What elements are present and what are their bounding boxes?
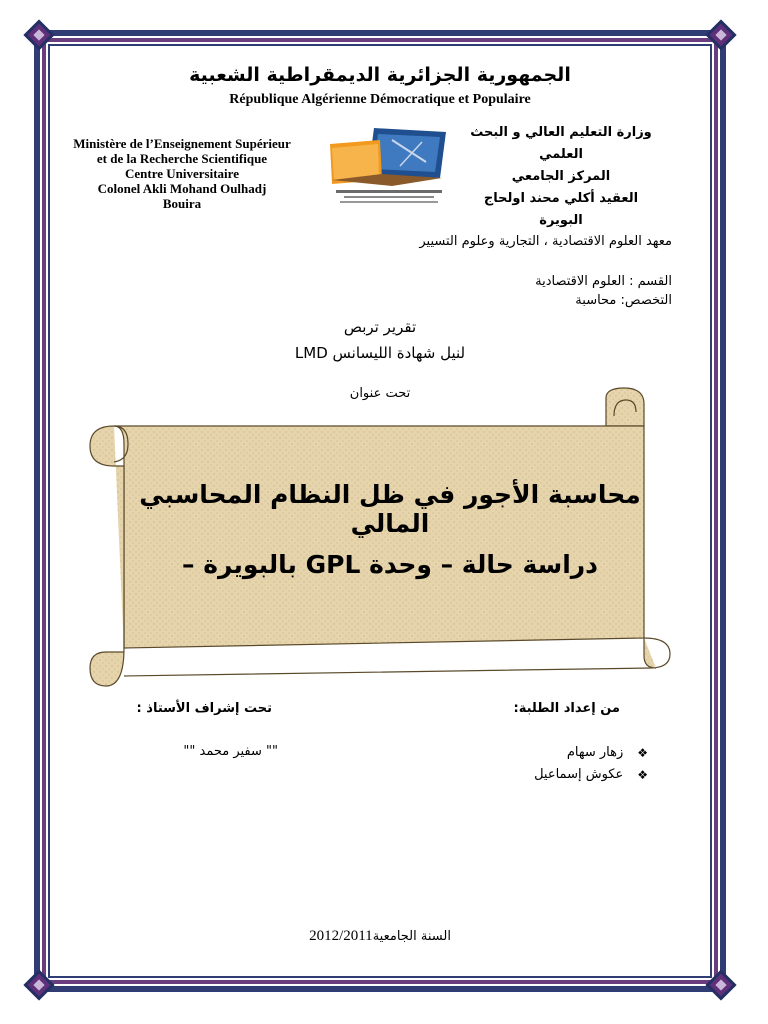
list-item <box>534 742 648 764</box>
supervisor-label: تحت إشراف الأستاذ : <box>136 701 272 716</box>
university-line: Centre Universitaire <box>125 166 239 181</box>
university-logo <box>322 122 454 220</box>
student-name: زهار سهام <box>566 745 624 760</box>
ministry-line: Ministère de l’Enseignement Supérieur <box>73 136 291 151</box>
institution-block-ar <box>446 122 676 232</box>
academic-year-label: السنة الجامعية <box>372 929 451 944</box>
ministry-line-ar: العلمي <box>539 147 583 162</box>
ministry-line-ar: وزارة التعليم العالي و البحث <box>470 125 652 140</box>
thesis-title: محاسبة الأجور في ظل النظام المحاسبي المالي <box>139 480 641 538</box>
students-list <box>534 742 648 786</box>
institute-name: معهد العلوم الاقتصادية ، التجارية وعلوم التسيير <box>419 234 672 249</box>
title-scroll-banner <box>84 386 680 696</box>
ministry-line: et de la Recherche Scientifique <box>96 151 268 166</box>
diamond-bullet-icon: ❖ <box>637 768 648 782</box>
university-line-ar: المركز الجامعي <box>511 169 611 184</box>
thesis-case-study: دراسة حالة – وحدة GPL بالبويرة – <box>182 550 598 579</box>
prepared-by-label: من إعداد الطلبة: <box>513 701 620 716</box>
report-subtitle: لنيل شهادة الليسانس LMD <box>294 344 466 362</box>
university-line-ar: العقيد أكلي محند اولحاج <box>483 191 639 206</box>
under-title-label: تحت عنوان <box>349 386 411 401</box>
institution-block-fr <box>52 136 312 211</box>
republic-title-ar: الجمهورية الجزائرية الديمقراطية الشعبية <box>189 64 571 86</box>
department-info <box>535 272 672 310</box>
city-line-ar: البويرة <box>539 213 583 228</box>
department-section: القسم : العلوم الاقتصادية <box>535 274 672 289</box>
republic-title-fr: République Algérienne Démocratique et Populaire <box>229 92 531 107</box>
diamond-bullet-icon: ❖ <box>637 746 648 760</box>
university-line: Colonel Akli Mohand Oulhadj <box>97 181 267 196</box>
department-specialty: التخصص: محاسبة <box>575 293 672 308</box>
academic-year-value: 2012/2011 <box>309 928 373 944</box>
report-title: تقرير تربص <box>343 318 417 336</box>
list-item <box>534 764 648 786</box>
city-line: Bouira <box>162 196 202 211</box>
supervisor-name: "" سفير محمد "" <box>183 744 278 759</box>
student-name: عكوش إسماعيل <box>534 767 624 782</box>
academic-year <box>200 928 560 945</box>
